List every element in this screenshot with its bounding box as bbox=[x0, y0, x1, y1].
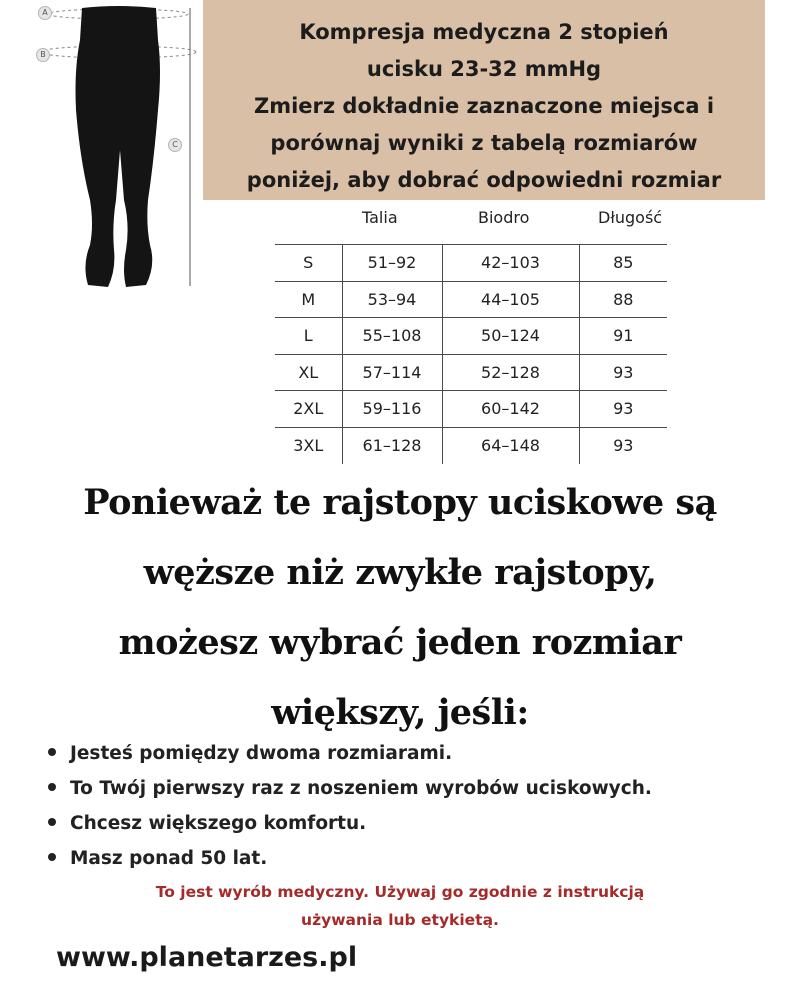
waist-cell: 55–108 bbox=[342, 318, 442, 355]
reasons-list bbox=[48, 736, 652, 876]
size-cell: M bbox=[275, 281, 342, 318]
hip-cell: 64–148 bbox=[442, 427, 579, 464]
header-line: porównaj wyniki z tabelą rozmiarów bbox=[270, 131, 698, 155]
hip-cell: 42–103 bbox=[442, 245, 579, 282]
hip-cell: 50–124 bbox=[442, 318, 579, 355]
tights-figure bbox=[30, 0, 205, 300]
length-cell: 91 bbox=[579, 318, 667, 355]
table-row bbox=[275, 318, 667, 355]
website-url[interactable]: www.planetarzes.pl bbox=[56, 942, 358, 973]
list-item-text: Masz ponad 50 lat. bbox=[70, 848, 268, 869]
message-line: możesz wybrać jeden rozmiar bbox=[118, 622, 682, 663]
waist-cell: 57–114 bbox=[342, 354, 442, 391]
size-cell: L bbox=[275, 318, 342, 355]
waist-cell: 53–94 bbox=[342, 281, 442, 318]
size-table-headers bbox=[0, 208, 800, 234]
header-line: ucisku 23-32 mmHg bbox=[366, 57, 602, 81]
size-cell: XL bbox=[275, 354, 342, 391]
table-row bbox=[275, 427, 667, 464]
size-cell: 3XL bbox=[275, 427, 342, 464]
table-row bbox=[275, 281, 667, 318]
message-line: Ponieważ te rajstopy uciskowe są bbox=[83, 482, 717, 523]
hip-cell: 44–105 bbox=[442, 281, 579, 318]
header-box bbox=[203, 0, 765, 200]
col-header-biodro: Biodro bbox=[478, 208, 530, 227]
table-row bbox=[275, 391, 667, 428]
length-cell: 93 bbox=[579, 354, 667, 391]
list-item-text: To Twój pierwszy raz z noszeniem wyrobów uciskowych. bbox=[70, 778, 652, 799]
notice-line: używania lub etykietą. bbox=[301, 911, 499, 929]
header-line: Zmierz dokładnie zaznaczone miejsca i bbox=[253, 94, 715, 118]
length-cell: 88 bbox=[579, 281, 667, 318]
table-row bbox=[275, 245, 667, 282]
list-item-text: Jesteś pomiędzy dwoma rozmiarami. bbox=[70, 743, 453, 764]
bullet-icon bbox=[48, 783, 56, 791]
waist-cell: 51–92 bbox=[342, 245, 442, 282]
header-line: poniżej, aby dobrać odpowiedni rozmiar bbox=[246, 168, 722, 192]
marker-c: C bbox=[168, 138, 182, 152]
hip-cell: 52–128 bbox=[442, 354, 579, 391]
marker-b: B bbox=[36, 48, 50, 62]
bullet-icon bbox=[48, 818, 56, 826]
bullet-icon bbox=[48, 748, 56, 756]
bullet-icon bbox=[48, 853, 56, 861]
size-cell: 2XL bbox=[275, 391, 342, 428]
tights-silhouette bbox=[76, 6, 161, 287]
waist-cell: 61–128 bbox=[342, 427, 442, 464]
message-line: węższe niż zwykłe rajstopy, bbox=[143, 552, 657, 593]
size-table bbox=[275, 244, 667, 464]
header-line: Kompresja medyczna 2 stopień bbox=[299, 20, 669, 44]
list-item bbox=[48, 736, 652, 771]
size-cell: S bbox=[275, 245, 342, 282]
length-cell: 85 bbox=[579, 245, 667, 282]
table-row bbox=[275, 354, 667, 391]
hip-cell: 60–142 bbox=[442, 391, 579, 428]
marker-a: A bbox=[38, 6, 52, 20]
list-item bbox=[48, 806, 652, 841]
list-item bbox=[48, 771, 652, 806]
notice-line: To jest wyrób medyczny. Używaj go zgodnie z instrukcją bbox=[155, 883, 645, 901]
message-line: większy, jeśli: bbox=[271, 692, 529, 733]
medical-notice bbox=[0, 878, 800, 934]
length-cell: 93 bbox=[613, 436, 634, 455]
col-header-talia: Talia bbox=[362, 208, 398, 227]
col-header-dlugosc: Długość bbox=[598, 208, 663, 227]
length-cell: 93 bbox=[579, 391, 667, 428]
size-up-message bbox=[0, 468, 800, 748]
waist-cell: 59–116 bbox=[342, 391, 442, 428]
list-item bbox=[48, 841, 652, 876]
list-item-text: Chcesz większego komfortu. bbox=[70, 813, 367, 834]
